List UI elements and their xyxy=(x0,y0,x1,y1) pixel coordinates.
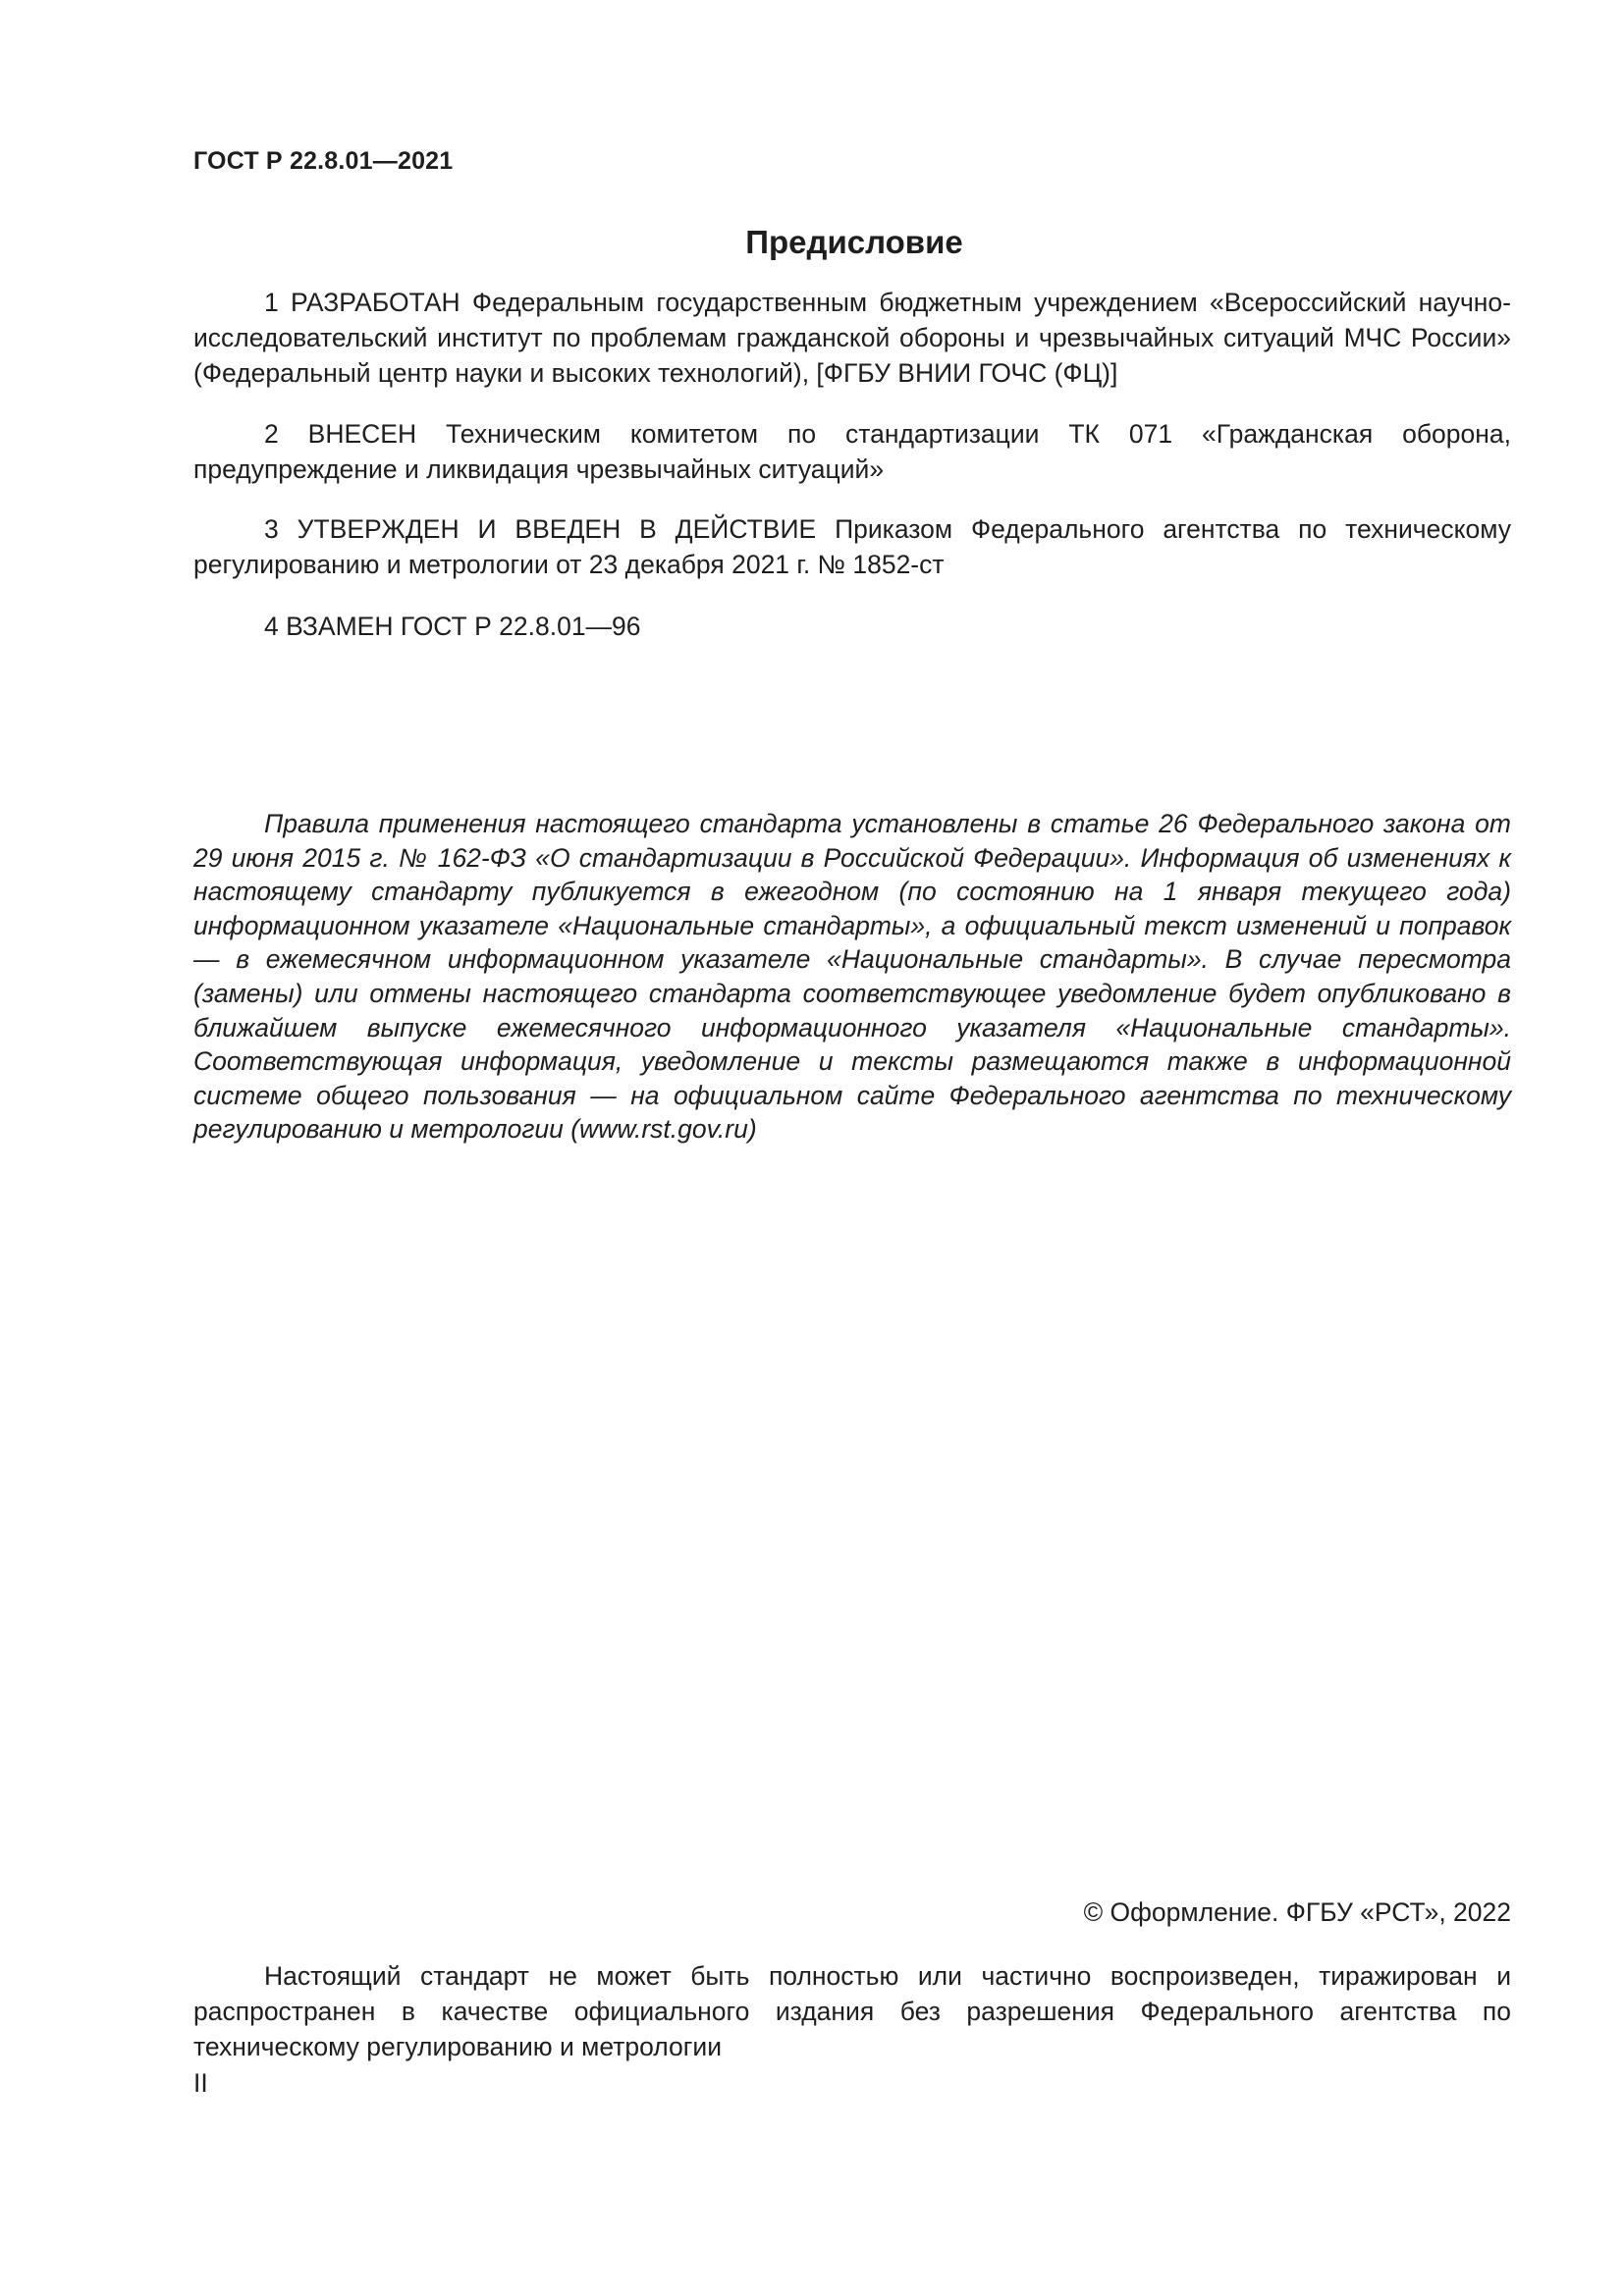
copyright-line: © Оформление. ФГБУ «РСТ», 2022 xyxy=(1083,1897,1511,1927)
standard-application-notice: Правила применения настоящего стандарта установлены в статье 26 Федерального закона от 29 июня 2015 г. № 162-ФЗ «О стандартизации в Российской Федерации». Информация об изменениях к настоящему стандарту публикуется в ежегодном (по состоянию на 1 января текущего года) информационном указателе «Национальные стандарты», а официальный текст изменений и поправок — в ежемесячном информационном указателе «Национальные стандарты». В случае пересмотра (замены) или отмены настоящего стандарта соответствующее уведомление будет опубликовано в ближайшем выпуске ежемесячного информационного указателя «Национальные стандарты». Соответствующая информация, уведомление и тексты размещаются также в информационной системе общего пользования — на официальном сайте Федерального агентства по техническому регулированию и метрологии (www.rst.gov.ru) xyxy=(193,809,1511,1145)
page-number: II xyxy=(193,2068,208,2098)
document-header-id: ГОСТ Р 22.8.01—2021 xyxy=(193,147,454,175)
page-title: Предисловие xyxy=(745,224,963,260)
preface-item-replaces: 4 ВЗАМЕН ГОСТ Р 22.8.01—96 xyxy=(264,612,641,641)
preface-item-developed: 1 РАЗРАБОТАН Федеральным государственным бюджетным учреждением «Всероссийский научно-исследовательский институт по проблемам гражданской обороны и чрезвычайных ситуаций МЧС России» (Федеральный центр науки и высоких технологий), [ФГБУ ВНИИ ГОЧС (ФЦ)] xyxy=(193,288,1511,388)
preface-item-approved: 3 УТВЕРЖДЕН И ВВЕДЕН В ДЕЙСТВИЕ Приказом Федерального агентства по техническому регулированию и метрологии от 23 декабря 2021 г. № 1852-ст xyxy=(193,514,1511,579)
preface-item-submitted: 2 ВНЕСЕН Техническим комитетом по стандартизации ТК 071 «Гражданская оборона, предупреждение и ликвидация чрезвычайных ситуаций» xyxy=(193,419,1511,484)
reproduction-restriction-text: Настоящий стандарт не может быть полностью или частично воспроизведен, тиражирован и распространен в качестве официального издания без разрешения Федерального агентства по техническому регулированию и метрологии xyxy=(193,1961,1511,2061)
